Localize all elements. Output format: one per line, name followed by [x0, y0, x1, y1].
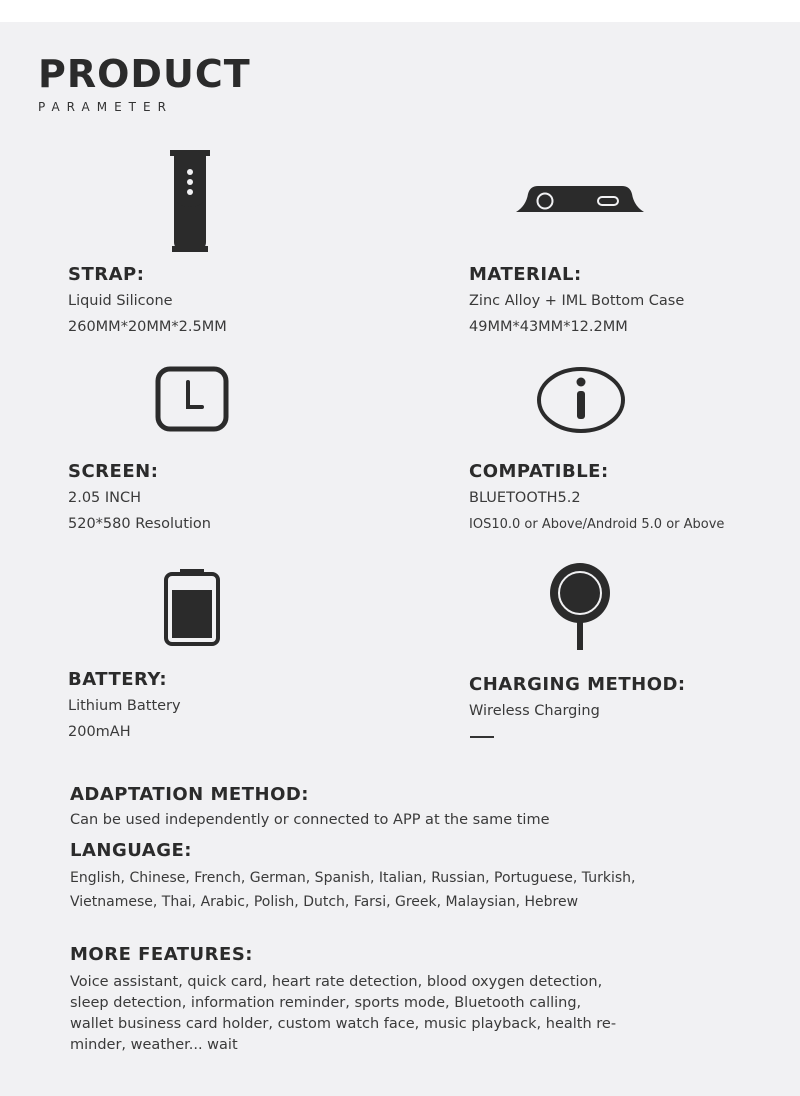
adaptation-label: ADAPTATION METHOD:	[70, 784, 310, 805]
strap-material: Liquid Silicone	[68, 293, 173, 309]
features-line-1: Voice assistant, quick card, heart rate detection, blood oxygen detection,	[70, 974, 603, 990]
material-size: 49MM*43MM*12.2MM	[469, 319, 628, 335]
watch-strap-icon	[168, 150, 212, 252]
strap-size: 260MM*20MM*2.5MM	[68, 319, 227, 335]
charging-label: CHARGING METHOD:	[469, 674, 686, 695]
adaptation-text: Can be used independently or connected to APP at the same time	[70, 812, 550, 828]
features-line-2: sleep detection, information reminder, sports mode, Bluetooth calling,	[70, 995, 582, 1011]
product-parameter-sheet	[0, 22, 800, 1096]
compatible-bluetooth: BLUETOOTH5.2	[469, 490, 581, 506]
page-subtitle: PARAMETER	[38, 100, 173, 114]
divider	[470, 736, 494, 738]
features-line-3: wallet business card holder, custom watch face, music playback, health re-	[70, 1016, 617, 1032]
info-icon	[536, 366, 626, 434]
features-line-4: minder, weather... wait	[70, 1037, 238, 1053]
material-value: Zinc Alloy + IML Bottom Case	[469, 293, 685, 309]
strap-label: STRAP:	[68, 264, 145, 285]
features-text	[70, 972, 770, 1056]
language-list	[70, 866, 770, 914]
language-line-2: Vietnamese, Thai, Arabic, Polish, Dutch, Farsi, Greek, Malaysian, Hebrew	[70, 894, 579, 910]
watch-case-icon	[516, 184, 644, 216]
battery-capacity: 200mAH	[68, 724, 131, 740]
wireless-charger-icon	[546, 560, 614, 652]
compatible-os: IOS10.0 or Above/Android 5.0 or Above	[469, 517, 725, 532]
charging-method: Wireless Charging	[469, 703, 600, 719]
battery-icon	[162, 568, 222, 646]
compatible-label: COMPATIBLE:	[469, 461, 609, 482]
features-label: MORE FEATURES:	[70, 944, 253, 965]
page-title: PRODUCT	[38, 52, 251, 96]
language-line-1: English, Chinese, French, German, Spanish, Italian, Russian, Portuguese, Turkish,	[70, 870, 636, 886]
screen-size: 2.05 INCH	[68, 490, 142, 506]
material-label: MATERIAL:	[469, 264, 582, 285]
screen-label: SCREEN:	[68, 461, 159, 482]
language-label: LANGUAGE:	[70, 840, 193, 861]
screen-resolution: 520*580 Resolution	[68, 516, 211, 532]
battery-label: BATTERY:	[68, 669, 168, 690]
battery-type: Lithium Battery	[68, 698, 181, 714]
clock-screen-icon	[155, 366, 229, 432]
